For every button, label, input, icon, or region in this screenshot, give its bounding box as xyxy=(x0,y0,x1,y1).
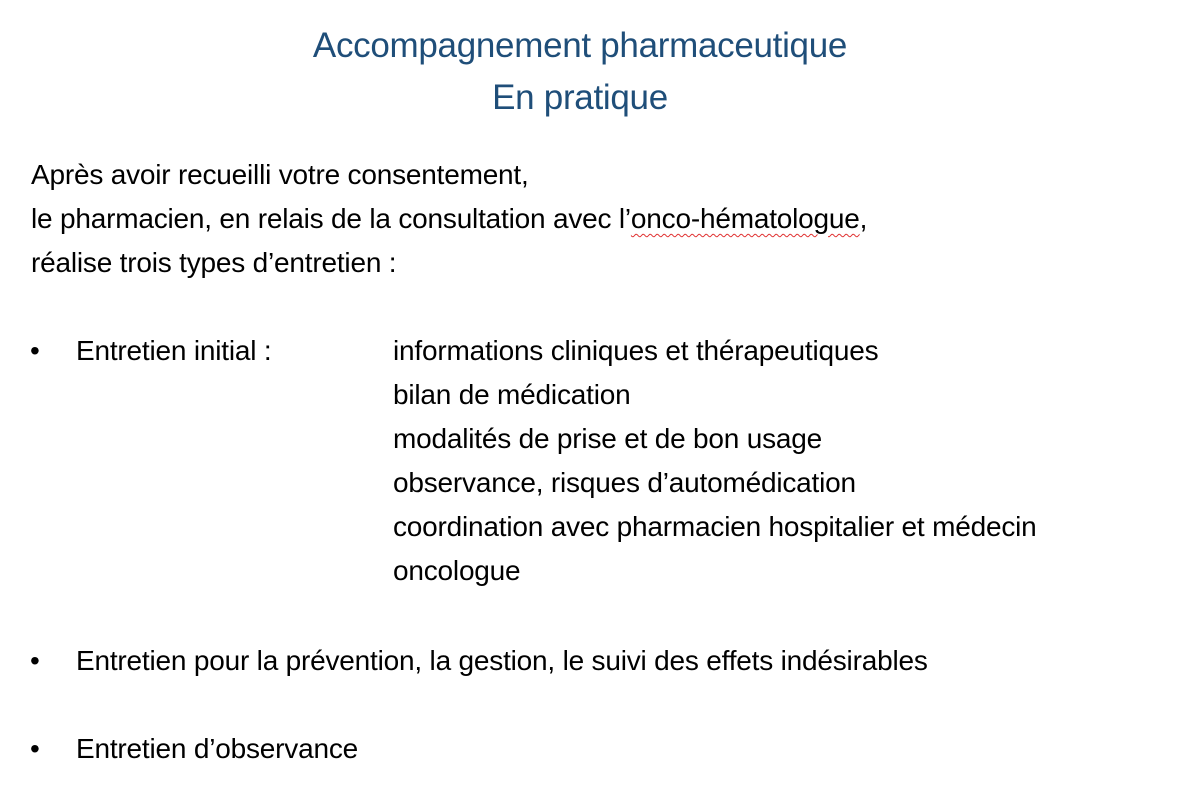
intro-paragraph xyxy=(31,153,867,285)
intro-line-1: Après avoir recueilli votre consentement, xyxy=(31,159,529,190)
initial-interview-details xyxy=(393,329,1037,593)
bullet-label: Entretien d’observance xyxy=(76,733,358,764)
intro-line-2 xyxy=(31,197,867,241)
detail-line: oncologue xyxy=(393,555,521,586)
title-line-1: Accompagnement pharmaceutique xyxy=(312,26,848,65)
detail-line: observance, risques d’automédication xyxy=(393,467,856,498)
slide-title xyxy=(0,20,1160,124)
bullet-icon: • xyxy=(30,733,40,764)
intro-line-3: réalise trois types d’entretien : xyxy=(31,247,397,278)
title-line-2: En pratique xyxy=(492,78,668,117)
bullet-icon: • xyxy=(30,335,40,366)
detail-line: bilan de médication xyxy=(393,379,631,410)
detail-line: modalités de prise et de bon usage xyxy=(393,423,823,454)
bullet-icon: • xyxy=(30,645,40,676)
spellcheck-flagged-word: onco-hématologue xyxy=(630,203,860,234)
intro-line-2-punct: , xyxy=(859,203,868,234)
intro-line-2-text: le pharmacien, en relais de la consultation avec l’ xyxy=(31,203,631,234)
detail-line: informations cliniques et thérapeutiques xyxy=(393,335,879,366)
detail-line: coordination avec pharmacien hospitalier et médecin xyxy=(393,511,1037,542)
bullet-label: Entretien pour la prévention, la gestion, le suivi des effets indésirables xyxy=(76,645,928,676)
bullet-label: Entretien initial : xyxy=(76,335,272,366)
